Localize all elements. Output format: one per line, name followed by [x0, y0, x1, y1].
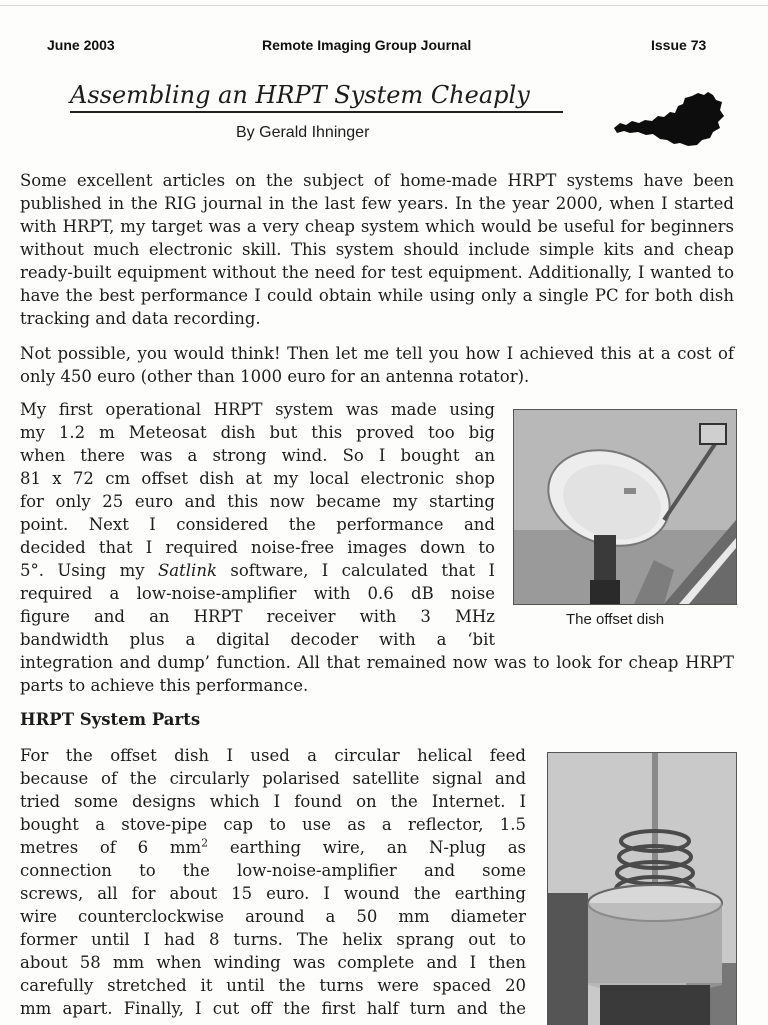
austria-map-icon — [612, 90, 726, 148]
header-journal-name: Remote Imaging Group Journal — [262, 37, 472, 53]
top-rule — [0, 5, 768, 6]
paragraph-intro: Some excellent articles on the subject of home-made HRPT systems have been published in the RIG journal in the last few years. In the year 2000, when I started with HRPT, my target was a very cheap system which would be useful for beginners without much electronic skill. This system should include simple kits and cheap ready-built equipment without the need for test equipment. Additionally, I wanted to have the best performance I could obtain while using only a single PC for both dish tracking and data recording. — [20, 171, 734, 328]
header-issue-number: Issue 73 — [651, 37, 707, 53]
helical-feed-photo — [547, 752, 737, 1025]
offset-dish-caption: The offset dish — [566, 611, 665, 628]
article-title: Assembling an HRPT System Cheaply — [70, 80, 563, 113]
section-heading: HRPT System Parts — [20, 710, 201, 729]
paragraph-not-possible: Not possible, you would think! Then let me tell you how I achieved this at a cost of only 450 euro (other than 1000 euro for an antenna rotator). — [20, 344, 734, 386]
software-name: Satlink — [158, 561, 217, 580]
header-date: June 2003 — [47, 37, 115, 53]
article-byline: By Gerald Ihninger — [236, 124, 370, 141]
offset-dish-photo — [513, 409, 737, 605]
